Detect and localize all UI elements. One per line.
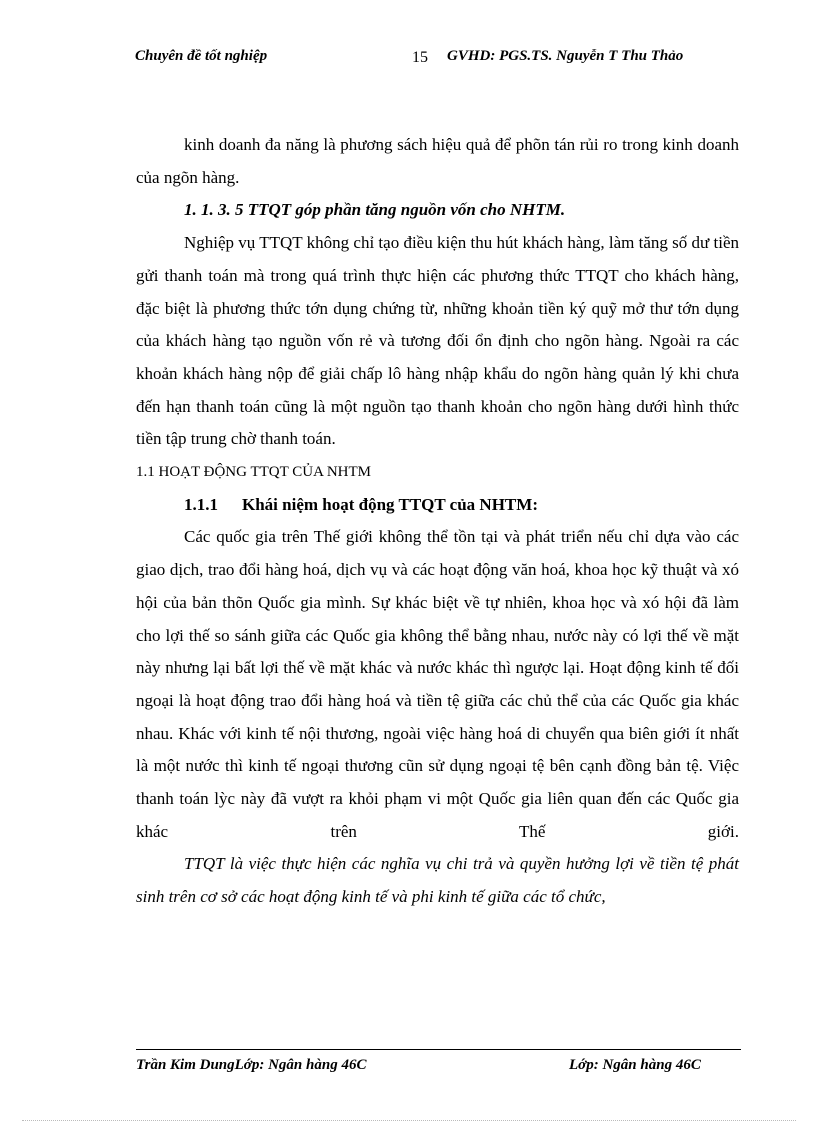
paragraph-definition: TTQT là việc thực hiện các nghĩa vụ chi trả và quyền hưởng lợi về tiền tệ phát sinh trên cơ sở các hoạt động kinh tế và phi kinh tế giữa các tổ chức, <box>136 854 739 907</box>
paragraph-funding: Nghiệp vụ TTQT không chỉ tạo điều kiện thu hút khách hàng, làm tăng số dư tiền gửi thanh toán mà trong quá trình thực hiện các phương thức TTQT cho khách hàng, đặc biệt là phương thức tớn dụng chứng từ, những khoản tiền ký quỹ mở thư tớn dụng của khách hàng tạo nguồn vốn rẻ và tương đối ổn định cho ngõn hàng. Ngoài ra các khoản khách hàng nộp để giải chấp lô hàng nhập khẩu do ngõn hàng quản lý khi chưa đến hạn thanh toán cũng là một nguồn tạo thanh khoản cho ngõn hàng dưới hình thức tiền tập trung chờ thanh toán. <box>136 233 739 449</box>
heading-1-1: 1.1 HOẠT ĐỘNG TTQT CỦA NHTM <box>136 464 372 481</box>
header-right: GVHD: PGS.TS. Nguyễn T Thu Thảo <box>447 48 684 64</box>
paragraph-intro: kinh doanh đa năng là phương sách hiệu quả để phõn tán rủi ro trong kinh doanh của ngõn hàng. <box>136 135 739 187</box>
page-number: 15 <box>412 49 428 66</box>
heading-1-1-3-5: 1. 1. 3. 5 TTQT góp phần tăng nguồn vốn cho NHTM. <box>184 200 566 220</box>
heading-1-1-1-text: Khái niệm hoạt động TTQT của NHTM: <box>242 494 538 514</box>
footer-left: Trần Kim DungLớp: Ngân hàng 46C <box>136 1057 367 1073</box>
footer-rule <box>136 1049 741 1050</box>
heading-1-1-1-number: 1.1.1 <box>184 494 218 514</box>
body-text <box>136 129 739 914</box>
heading-1-1-1 <box>136 489 739 522</box>
paragraph-concept: Các quốc gia trên Thế giới không thể tồn tại và phát triển nếu chỉ dựa vào các giao dịch, trao đổi hàng hoá, dịch vụ và các hoạt động văn hoá, khoa học kỹ thuật và xó hội của bản thõn Quốc gia mình. Sự khác biệt về tự nhiên, khoa học và xó hội đã làm cho lợi thế so sánh giữa các Quốc gia không thể bằng nhau, nước này có lợi thế về mặt này nhưng lại bất lợi thế về mặt khác và nước khác thì ngược lại. Hoạt động kinh tế đối ngoại là hoạt động trao đổi hàng hoá và tiền tệ giữa các chủ thể của các Quốc gia khác nhau. Khác với kinh tế nội thương, ngoài việc hàng hoá di chuyển qua biên giới ít nhất là một nước thì kinh tế ngoại thương cũn sử dụng ngoại tệ bên cạnh đồng bản tệ. Việc thanh toán lỳc này đã vượt ra khỏi phạm vi một Quốc gia liên quan đến các Quốc gia khác trên Thế giới. <box>136 527 739 841</box>
header-left: Chuyên đề tốt nghiệp <box>135 48 268 64</box>
page-bottom-border <box>22 1120 796 1121</box>
footer-right: Lớp: Ngân hàng 46C <box>569 1057 701 1073</box>
